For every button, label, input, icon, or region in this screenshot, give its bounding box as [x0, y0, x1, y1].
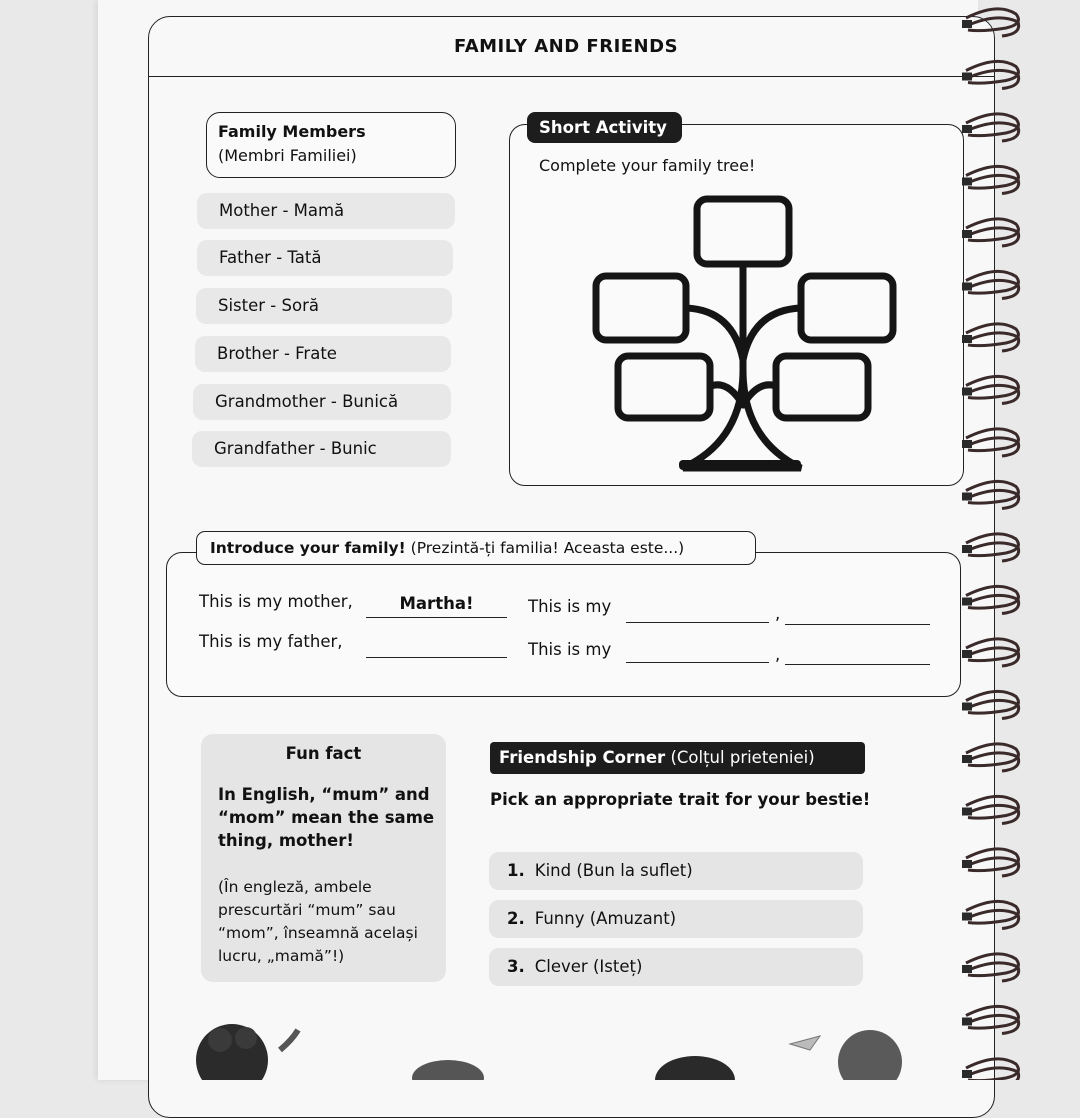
friendship-corner-tag	[490, 742, 865, 774]
friendship-instruction: Pick an appropriate trait for your bestie!	[490, 790, 871, 809]
spiral-hole	[962, 493, 972, 501]
tree-box-top	[697, 199, 789, 264]
introduce-tag-translation: (Prezintă-ți familia! Aceasta este...)	[405, 539, 685, 557]
spiral-hole	[962, 1070, 972, 1078]
relation-field-2[interactable]	[626, 662, 769, 663]
activity-instruction: Complete your family tree!	[539, 156, 756, 175]
short-activity-tag: Short Activity	[527, 112, 682, 143]
spiral-binding-icon	[958, 0, 1028, 1080]
page-title: FAMILY AND FRIENDS	[453, 36, 679, 57]
member-item-sister: Sister - Soră	[196, 288, 452, 324]
spiral-hole	[962, 125, 972, 133]
tree-box-right-upper	[801, 276, 893, 340]
intro-right-text-1: This is my	[528, 597, 612, 616]
member-item-grandmother: Grandmother - Bunică	[193, 384, 451, 420]
introduce-family-tag	[196, 531, 756, 565]
spiral-hole	[962, 598, 972, 606]
member-item-father: Father - Tată	[197, 240, 453, 276]
trait-label: Clever (Isteț)	[534, 957, 643, 976]
spiral-hole	[962, 808, 972, 816]
family-members-title: Family Members	[218, 122, 366, 141]
comma-2: ,	[775, 645, 781, 664]
fun-fact-title: Fun fact	[285, 744, 362, 763]
fun-fact-english: In English, “mum” and “mom” mean the same thing, mother!	[218, 785, 435, 850]
intro-mother-text: This is my mother,	[199, 592, 353, 611]
children-illustration-icon	[180, 1010, 940, 1080]
spiral-hole	[962, 755, 972, 763]
family-members-subtitle: (Membri Familiei)	[218, 146, 357, 165]
spiral-hole	[962, 545, 972, 553]
title-divider	[148, 76, 994, 77]
member-item-mother: Mother - Mamă	[197, 193, 455, 229]
spiral-hole	[962, 913, 972, 921]
comma-1: ,	[775, 604, 781, 623]
mother-name-answer: Martha!	[399, 594, 474, 613]
relation-field-1[interactable]	[626, 622, 769, 623]
trait-option-clever[interactable]	[489, 948, 863, 986]
trait-option-kind[interactable]	[489, 852, 863, 890]
spiral-hole	[962, 283, 972, 291]
trait-number: 2.	[507, 909, 525, 928]
family-tree-diagram-icon	[583, 190, 903, 480]
spiral-hole	[962, 650, 972, 658]
spiral-hole	[962, 703, 972, 711]
spiral-hole	[962, 20, 972, 28]
tree-box-left-upper	[596, 276, 686, 340]
name-field-2[interactable]	[785, 664, 930, 665]
intro-father-text: This is my father,	[199, 632, 343, 651]
trait-label: Kind (Bun la suflet)	[534, 861, 693, 880]
family-members-header	[206, 112, 456, 178]
fun-fact-romanian: (În engleză, ambele prescurtări “mum” sau “mom”, înseamnă același lucru, „mamă”!)	[218, 878, 418, 965]
member-item-grandfather: Grandfather - Bunic	[192, 431, 451, 467]
friendship-tag-bold: Friendship Corner	[499, 748, 666, 767]
mother-name-field[interactable]	[366, 617, 507, 618]
trait-number: 1.	[507, 861, 525, 880]
spiral-hole	[962, 73, 972, 81]
spiral-hole	[962, 388, 972, 396]
tree-box-right-lower	[776, 356, 868, 418]
father-name-field[interactable]	[366, 657, 507, 658]
friendship-tag-translation: (Colțul prieteniei)	[665, 748, 815, 767]
trait-label: Funny (Amuzant)	[534, 909, 677, 928]
intro-right-text-2: This is my	[528, 640, 612, 659]
spiral-hole	[962, 860, 972, 868]
spiral-hole	[962, 1018, 972, 1026]
tree-box-left-lower	[618, 356, 710, 418]
spiral-hole	[962, 440, 972, 448]
spiral-hole	[962, 965, 972, 973]
trait-option-funny[interactable]	[489, 900, 863, 938]
trait-number: 3.	[507, 957, 525, 976]
spiral-hole	[962, 335, 972, 343]
member-item-brother: Brother - Frate	[195, 336, 451, 372]
name-field-1[interactable]	[785, 624, 930, 625]
spiral-hole	[962, 230, 972, 238]
introduce-tag-bold: Introduce your family!	[210, 539, 406, 557]
spiral-hole	[962, 178, 972, 186]
